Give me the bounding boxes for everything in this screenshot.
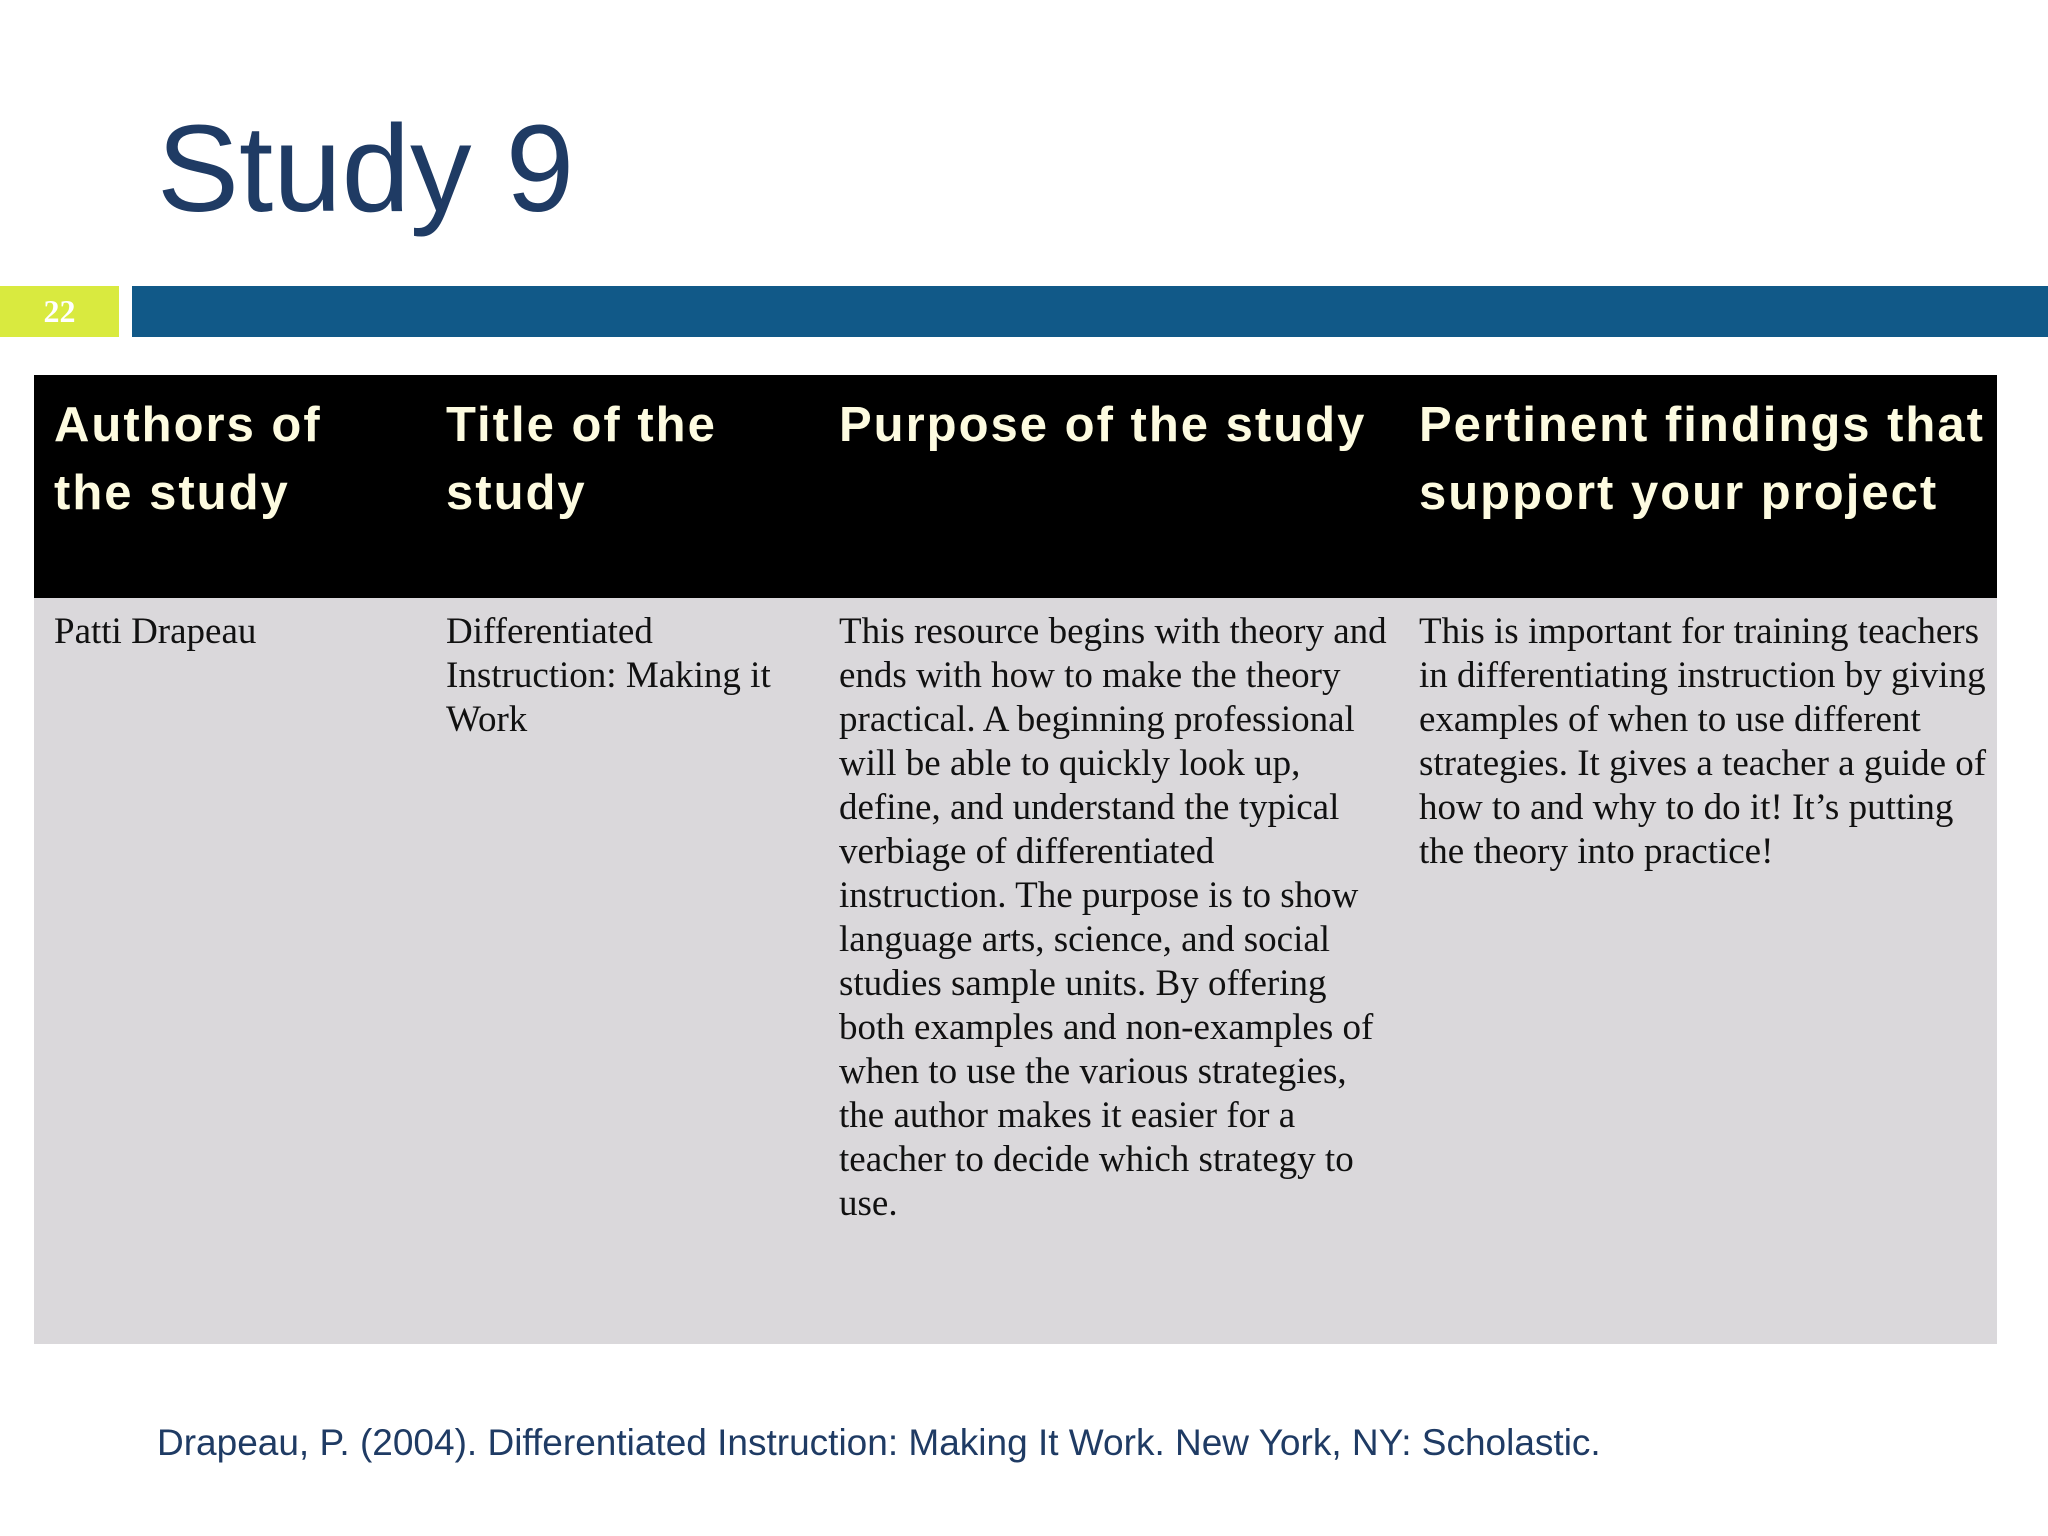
header-findings: Pertinent findings that support your project: [1399, 375, 1997, 598]
header-title: Title of the study: [426, 375, 819, 598]
cell-findings: This is important for training teachers in differentiating instruction by giving examples of when to use different strategies. It gives a teacher a guide of how to and why to do it! It’s putting the theory into practice!: [1399, 598, 1997, 1344]
cell-title: Differentiated Instruction: Making it Work: [426, 598, 819, 1344]
cell-authors: Patti Drapeau: [34, 598, 426, 1344]
table-row: [34, 598, 1997, 1344]
slide-title: Study 9: [157, 101, 575, 238]
table-header-row: [34, 375, 1997, 598]
study-table-container: [34, 375, 1997, 1345]
page-number-badge: 22: [0, 286, 119, 337]
reference-citation: Drapeau, P. (2004). Differentiated Instruction: Making It Work. New York, NY: Scholastic.: [157, 1422, 1601, 1463]
study-table: [34, 375, 1997, 1344]
cell-purpose: This resource begins with theory and ends with how to make the theory practical. A beginning professional will be able to quickly look up, define, and understand the typical verbiage of differentiated instruction. The purpose is to show language arts, science, and social studies sample units. By offering both examples and non-examples of when to use the various strategies, the author makes it easier for a teacher to decide which strategy to use.: [819, 598, 1399, 1344]
title-divider-bar: [132, 286, 2048, 337]
header-purpose: Purpose of the study: [819, 375, 1399, 598]
header-authors: Authors of the study: [34, 375, 426, 598]
